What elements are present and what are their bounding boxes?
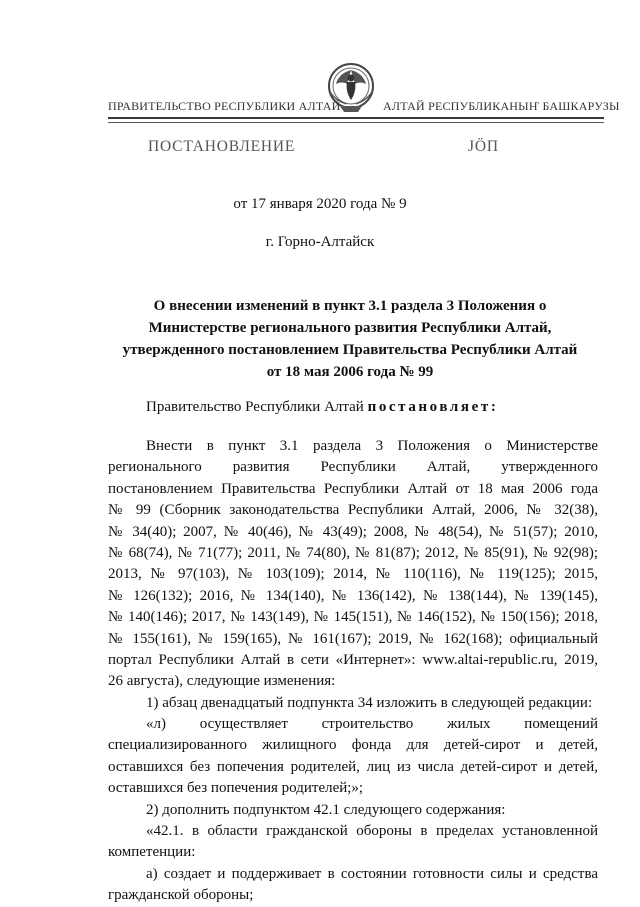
preamble (146, 399, 498, 416)
body-line: 2) дополнить подпунктом 42.1 следующего содержания: (146, 801, 506, 818)
title-line: О внесении изменений в пункт 3.1 раздела 3 Положения о (153, 298, 547, 314)
doc-type-alt: JÖП (468, 138, 499, 155)
title-line: Министерстве регионального развития Республики Алтай, (148, 320, 552, 336)
body-line: оставшихся без попечения родителей, лиц из числа детей-сирот и детей, (108, 758, 598, 775)
body-line: № 126(132); 2016, № 134(140), № 136(142), № 138(144), № 139(145), (108, 587, 598, 604)
body-line: регионального развития Республики Алтай, утвержденного (108, 459, 598, 476)
government-name-ru: ПРАВИТЕЛЬСТВО РЕСПУБЛИКИ АЛТАЙ (108, 99, 341, 113)
body-line: № 140(146); 2017, № 143(149), № 145(151), № 146(152), № 150(156); 2018, (108, 609, 598, 626)
body-line: «42.1. в области гражданской обороны в пределах установленной (146, 823, 598, 840)
document-city: г. Горно-Алтайск (265, 234, 375, 250)
header-rule-thick (108, 117, 604, 119)
title-line: утвержденного постановлением Правительства Республики Алтай (122, 342, 578, 358)
document-date: от 17 января 2020 года № 9 (233, 196, 407, 212)
title-line: от 18 мая 2006 года № 99 (266, 364, 434, 380)
government-name-alt: АЛТАЙ РЕСПУБЛИКАНЫҤ БАШКАРУЗЫ (383, 99, 620, 113)
document-body (108, 436, 598, 907)
body-line: № 99 (Сборник законодательства Республики Алтай, 2006, № 32(38), (108, 502, 598, 519)
body-line: компетенции: (108, 844, 196, 861)
body-line: специализированного жилищного фонда для детей-сирот и детей, (108, 737, 598, 754)
body-line: № 34(40); 2007, № 40(46), № 43(49); 2008, № 48(54), № 51(57); 2010, (108, 523, 598, 540)
preamble-prefix: Правительство Республики Алтай (146, 399, 368, 415)
body-line: № 68(74), № 71(77); 2011, № 74(80), № 81(87); 2012, № 85(91), № 92(98); (108, 544, 598, 561)
body-line: портал Республики Алтай в сети «Интернет»: www.altai-republic.ru, 2019, (108, 651, 598, 668)
body-line: 26 августа), следующие изменения: (108, 673, 336, 690)
document-title (100, 295, 600, 383)
body-line: а) создает и поддерживает в состоянии готовности силы и средства (146, 865, 598, 882)
body-line: гражданской обороны; (108, 887, 254, 904)
header-rule-thin (108, 122, 604, 123)
body-line: «л) осуществляет строительство жилых помещений (146, 716, 598, 733)
body-line: № 155(161), № 159(165), № 161(167); 2019, № 162(168); официальный (108, 630, 598, 647)
body-line: 1) абзац двенадцатый подпункта 34 изложить в следующей редакции: (146, 694, 593, 711)
body-line: Внести в пункт 3.1 раздела 3 Положения о Министерстве (146, 438, 598, 454)
preamble-emphasis: постановляет: (367, 399, 499, 415)
doc-type-ru: ПОСТАНОВЛЕНИЕ (148, 138, 296, 155)
body-line: оставшихся без попечения родителей;»; (108, 780, 364, 797)
body-line: постановлением Правительства Республики Алтай от 18 мая 2006 года (108, 480, 598, 497)
body-line: 2013, № 97(103), № 103(109); 2014, № 110(116), № 119(125); 2015, (108, 566, 598, 583)
